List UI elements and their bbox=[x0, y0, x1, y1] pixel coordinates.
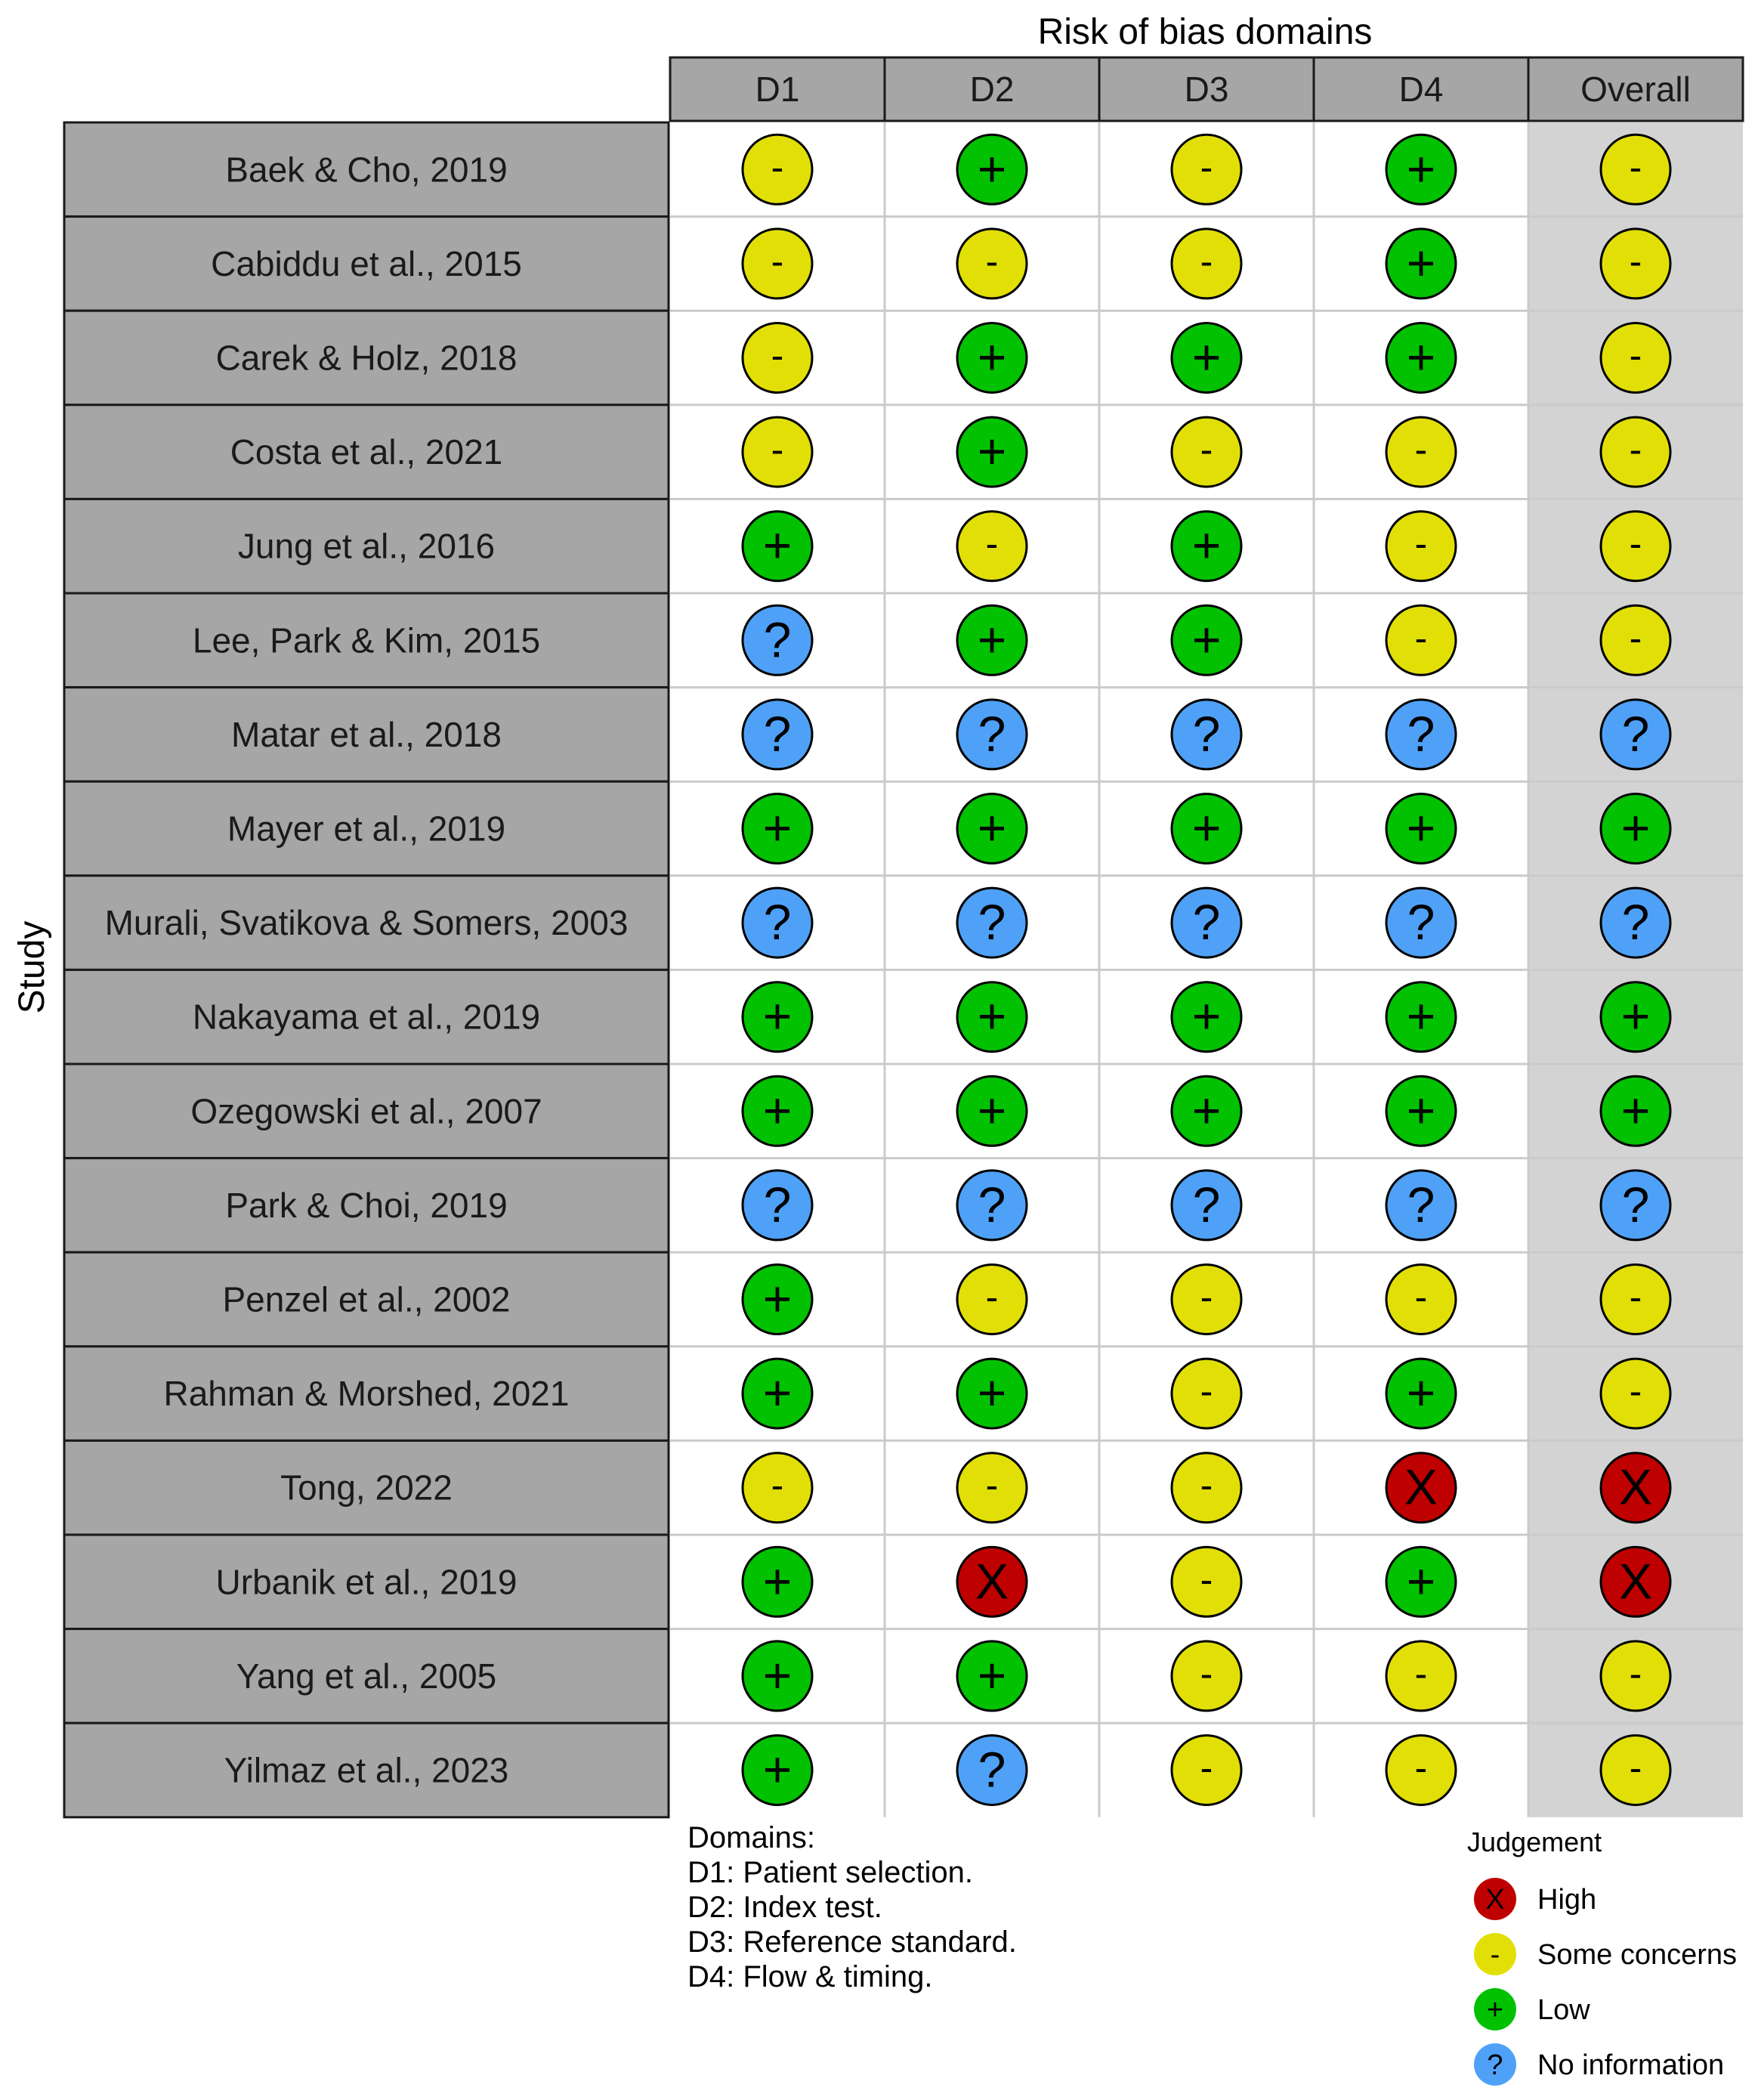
judgement-noinfo-mark bbox=[1601, 700, 1670, 769]
judgement-noinfo-mark bbox=[1172, 1171, 1241, 1240]
judgement-symbol: + bbox=[762, 1647, 792, 1703]
judgement-symbol: + bbox=[1191, 799, 1222, 856]
judgement-symbol: - bbox=[771, 240, 784, 283]
study-label: Mayer et al., 2019 bbox=[227, 809, 506, 849]
judgement-symbol: + bbox=[1406, 1553, 1436, 1610]
judgement-symbol: ? bbox=[1621, 894, 1650, 951]
judgement-some-mark bbox=[1601, 229, 1670, 298]
judgement-symbol: ? bbox=[1192, 705, 1221, 762]
judgement-some-mark bbox=[957, 1265, 1027, 1335]
judgement-symbol: - bbox=[771, 146, 784, 189]
judgement-low-mark bbox=[1172, 1076, 1241, 1146]
judgement-low-mark bbox=[957, 1359, 1027, 1428]
judgement-symbol: + bbox=[977, 1082, 1007, 1139]
judgement-symbol: + bbox=[1191, 1082, 1222, 1139]
judgement-symbol: + bbox=[762, 1270, 792, 1327]
judgement-some-mark bbox=[1386, 417, 1456, 487]
judgement-symbol: - bbox=[1629, 240, 1642, 283]
judgement-low-mark bbox=[1172, 605, 1241, 675]
legend-item-some bbox=[1474, 1933, 1737, 1975]
judgement-some-mark bbox=[1386, 605, 1456, 675]
judgement-symbol: + bbox=[1621, 1082, 1651, 1139]
judgement-low-mark bbox=[957, 605, 1027, 675]
judgement-some-mark bbox=[1601, 323, 1670, 393]
judgement-symbol: - bbox=[1629, 146, 1642, 189]
judgement-symbol: - bbox=[1200, 1652, 1213, 1695]
judgement-low-mark bbox=[1172, 323, 1241, 393]
judgement-noinfo-mark bbox=[1386, 700, 1456, 769]
judgement-low-mark bbox=[743, 794, 812, 864]
legend-symbol: - bbox=[1490, 1939, 1500, 1971]
legend-symbol: ? bbox=[1487, 2049, 1503, 2081]
judgement-high-mark bbox=[1601, 1453, 1670, 1523]
judgement-symbol: + bbox=[762, 517, 792, 574]
judgement-low-mark bbox=[1386, 1359, 1456, 1428]
judgement-symbol: - bbox=[771, 334, 784, 377]
judgement-high-mark bbox=[1601, 1547, 1670, 1616]
study-label: Matar et al., 2018 bbox=[231, 714, 502, 754]
study-label: Cabiddu et al., 2015 bbox=[211, 243, 522, 283]
legend-title: Judgement bbox=[1467, 1826, 1602, 1857]
judgement-symbol: - bbox=[771, 428, 784, 472]
judgement-low-mark bbox=[1172, 512, 1241, 581]
column-header-d3: D3 bbox=[1184, 70, 1229, 109]
judgement-symbol: + bbox=[1191, 988, 1222, 1044]
legend-label: No information bbox=[1537, 2049, 1725, 2081]
judgement-low-mark bbox=[743, 1641, 812, 1711]
judgement-some-mark bbox=[1172, 1547, 1241, 1616]
study-label: Rahman & Morshed, 2021 bbox=[163, 1374, 570, 1414]
domain-description: D4: Flow & timing. bbox=[687, 1960, 933, 1993]
study-label: Carek & Holz, 2018 bbox=[215, 338, 518, 378]
judgement-symbol: - bbox=[1629, 617, 1642, 660]
study-label: Jung et al., 2016 bbox=[237, 526, 496, 566]
judgement-symbol: - bbox=[1200, 428, 1213, 472]
judgement-symbol: + bbox=[1191, 611, 1222, 668]
judgement-symbol: + bbox=[1406, 1082, 1436, 1139]
judgement-symbol: + bbox=[977, 988, 1007, 1044]
judgement-some-mark bbox=[1172, 417, 1241, 487]
study-label: Ozegowski et al., 2007 bbox=[190, 1091, 542, 1131]
judgement-symbol: + bbox=[1191, 517, 1222, 574]
judgement-some-mark bbox=[1601, 512, 1670, 581]
judgement-low-mark bbox=[743, 982, 812, 1052]
judgement-noinfo-mark bbox=[957, 1171, 1027, 1240]
judgement-noinfo-mark bbox=[743, 605, 812, 675]
judgement-symbol: + bbox=[1406, 234, 1436, 291]
judgement-some-mark bbox=[957, 229, 1027, 298]
judgement-some-mark bbox=[1172, 1453, 1241, 1523]
judgement-some-mark bbox=[1601, 1736, 1670, 1805]
legend-label: Low bbox=[1537, 1994, 1590, 2026]
judgement-symbol: + bbox=[762, 1365, 792, 1421]
judgement-low-mark bbox=[743, 1359, 812, 1428]
judgement-low-mark bbox=[1172, 794, 1241, 864]
judgement-low-mark bbox=[957, 1076, 1027, 1146]
judgement-symbol: + bbox=[762, 988, 792, 1044]
domain-description: D3: Reference standard. bbox=[687, 1925, 1017, 1959]
judgement-some-mark bbox=[1172, 229, 1241, 298]
legend-symbol: + bbox=[1486, 1994, 1504, 2026]
judgement-symbol: + bbox=[1406, 1365, 1436, 1421]
judgement-symbol: ? bbox=[978, 705, 1006, 762]
judgement-symbol: X bbox=[1618, 1553, 1653, 1610]
judgement-some-mark bbox=[743, 1453, 812, 1523]
judgement-low-mark bbox=[1386, 1076, 1456, 1146]
judgement-symbol: + bbox=[1621, 988, 1651, 1044]
judgement-symbol: + bbox=[762, 1741, 792, 1798]
judgement-symbol: - bbox=[1200, 1370, 1213, 1413]
legend-symbol: X bbox=[1485, 1884, 1505, 1916]
judgement-symbol: - bbox=[1629, 1746, 1642, 1789]
judgement-some-mark bbox=[957, 512, 1027, 581]
judgement-symbol: - bbox=[1414, 1276, 1428, 1319]
judgement-symbol: ? bbox=[763, 611, 792, 668]
legend-label: Some concerns bbox=[1537, 1939, 1738, 1971]
judgement-some-mark bbox=[1172, 135, 1241, 204]
judgement-symbol: - bbox=[985, 240, 999, 283]
judgement-some-mark bbox=[1601, 1359, 1670, 1428]
judgement-low-mark bbox=[957, 135, 1027, 204]
domain-description: D2: Index test. bbox=[687, 1891, 882, 1924]
judgement-noinfo-mark bbox=[1601, 888, 1670, 957]
chart-title: Risk of bias domains bbox=[1037, 12, 1373, 52]
judgement-symbol: - bbox=[1200, 146, 1213, 189]
judgement-symbol: - bbox=[1200, 240, 1213, 283]
judgement-symbol: + bbox=[977, 423, 1007, 480]
judgement-symbol: - bbox=[1200, 1558, 1213, 1601]
judgement-symbol: - bbox=[1414, 1746, 1428, 1789]
legend-item-low bbox=[1474, 1988, 1590, 2030]
judgement-low-mark bbox=[743, 1076, 812, 1146]
study-label: Park & Choi, 2019 bbox=[225, 1185, 508, 1225]
judgement-some-mark bbox=[1601, 417, 1670, 487]
column-header-d1: D1 bbox=[755, 70, 800, 109]
judgement-symbol: ? bbox=[1192, 894, 1221, 951]
judgement-low-mark bbox=[957, 982, 1027, 1052]
judgement-low-mark bbox=[1386, 135, 1456, 204]
judgement-symbol: ? bbox=[1192, 1176, 1221, 1232]
judgement-symbol: - bbox=[1629, 1276, 1642, 1319]
judgement-symbol: - bbox=[1200, 1276, 1213, 1319]
judgement-low-mark bbox=[1386, 229, 1456, 298]
judgement-low-mark bbox=[1601, 1076, 1670, 1146]
domain-headers bbox=[670, 57, 1743, 121]
judgement-some-mark bbox=[1601, 135, 1670, 204]
judgement-low-mark bbox=[957, 417, 1027, 487]
study-label: Costa et al., 2021 bbox=[230, 432, 503, 472]
judgement-symbol: X bbox=[1618, 1458, 1653, 1515]
judgement-symbol: ? bbox=[1407, 1176, 1435, 1232]
judgement-symbol: + bbox=[762, 1553, 792, 1610]
judgement-symbol: ? bbox=[978, 1741, 1006, 1798]
judgement-symbol: X bbox=[1404, 1458, 1438, 1515]
judgement-high-mark bbox=[1386, 1453, 1456, 1523]
judgement-noinfo-mark bbox=[1386, 888, 1456, 957]
judgement-some-mark bbox=[743, 135, 812, 204]
judgement-symbol: + bbox=[977, 611, 1007, 668]
judgement-low-mark bbox=[1386, 323, 1456, 393]
judgement-symbol: ? bbox=[1407, 705, 1435, 762]
study-label: Urbanik et al., 2019 bbox=[215, 1562, 518, 1602]
judgement-symbol: - bbox=[1414, 522, 1428, 565]
judgement-noinfo-mark bbox=[957, 888, 1027, 957]
judgement-legend bbox=[1467, 1826, 1737, 2086]
judgement-symbol: - bbox=[985, 1464, 999, 1507]
study-label: Lee, Park & Kim, 2015 bbox=[192, 620, 541, 660]
judgement-symbol: - bbox=[985, 1276, 999, 1319]
study-label: Yang et al., 2005 bbox=[236, 1656, 497, 1696]
judgement-low-mark bbox=[1386, 794, 1456, 864]
judgement-symbol: + bbox=[977, 799, 1007, 856]
judgement-some-mark bbox=[1601, 1265, 1670, 1335]
judgement-symbol: + bbox=[1191, 329, 1222, 385]
judgement-symbol: + bbox=[1621, 799, 1651, 856]
judgement-grid bbox=[670, 122, 1743, 1817]
judgement-low-mark bbox=[1386, 982, 1456, 1052]
judgement-high-mark bbox=[957, 1547, 1027, 1616]
judgement-some-mark bbox=[1601, 1641, 1670, 1711]
study-label: Murali, Svatikova & Somers, 2003 bbox=[104, 903, 629, 943]
legend-item-noinfo bbox=[1474, 2043, 1724, 2086]
judgement-symbol: ? bbox=[1621, 1176, 1650, 1232]
judgement-symbol: - bbox=[1629, 428, 1642, 472]
study-label: Baek & Cho, 2019 bbox=[225, 150, 508, 190]
judgement-low-mark bbox=[743, 1547, 812, 1616]
judgement-symbol: + bbox=[1406, 988, 1436, 1044]
judgement-noinfo-mark bbox=[1386, 1171, 1456, 1240]
judgement-symbol: ? bbox=[763, 705, 792, 762]
judgement-symbol: ? bbox=[1407, 894, 1435, 951]
judgement-symbol: - bbox=[1629, 522, 1642, 565]
judgement-symbol: - bbox=[1629, 1370, 1642, 1413]
judgement-symbol: + bbox=[1406, 329, 1436, 385]
judgement-noinfo-mark bbox=[743, 888, 812, 957]
judgement-low-mark bbox=[1601, 794, 1670, 864]
judgement-some-mark bbox=[1386, 1736, 1456, 1805]
study-label: Nakayama et al., 2019 bbox=[192, 997, 541, 1037]
judgement-noinfo-mark bbox=[743, 1171, 812, 1240]
judgement-symbol: + bbox=[977, 329, 1007, 385]
judgement-symbol: - bbox=[1629, 334, 1642, 377]
judgement-low-mark bbox=[957, 794, 1027, 864]
judgement-symbol: + bbox=[762, 1082, 792, 1139]
judgement-low-mark bbox=[743, 1265, 812, 1335]
judgement-some-mark bbox=[1386, 1641, 1456, 1711]
judgement-some-mark bbox=[1386, 512, 1456, 581]
judgement-noinfo-mark bbox=[1172, 700, 1241, 769]
judgement-symbol: - bbox=[1200, 1746, 1213, 1789]
column-header-overall: Overall bbox=[1580, 70, 1691, 109]
judgement-symbol: - bbox=[771, 1464, 784, 1507]
judgement-symbol: - bbox=[1200, 1464, 1213, 1507]
judgement-symbol: + bbox=[977, 141, 1007, 197]
judgement-symbol: X bbox=[975, 1553, 1009, 1610]
judgement-symbol: + bbox=[762, 799, 792, 856]
judgement-low-mark bbox=[1386, 1547, 1456, 1616]
judgement-symbol: + bbox=[977, 1365, 1007, 1421]
domain-description: D1: Patient selection. bbox=[687, 1856, 973, 1889]
judgement-symbol: - bbox=[985, 522, 999, 565]
judgement-some-mark bbox=[743, 323, 812, 393]
judgement-symbol: ? bbox=[763, 1176, 792, 1232]
judgement-symbol: ? bbox=[978, 1176, 1006, 1232]
judgement-low-mark bbox=[957, 323, 1027, 393]
judgement-symbol: - bbox=[1629, 1652, 1642, 1695]
judgement-noinfo-mark bbox=[957, 1736, 1027, 1805]
judgement-some-mark bbox=[1172, 1641, 1241, 1711]
judgement-low-mark bbox=[1601, 982, 1670, 1052]
judgement-some-mark bbox=[957, 1453, 1027, 1523]
y-axis-label: Study bbox=[12, 920, 52, 1014]
column-header-d2: D2 bbox=[969, 70, 1015, 109]
judgement-some-mark bbox=[1172, 1736, 1241, 1805]
domains-heading: Domains: bbox=[687, 1821, 815, 1854]
judgement-symbol: - bbox=[1414, 428, 1428, 472]
judgement-symbol: ? bbox=[1621, 705, 1650, 762]
judgement-low-mark bbox=[743, 1736, 812, 1805]
judgement-symbol: ? bbox=[763, 894, 792, 951]
judgement-noinfo-mark bbox=[1172, 888, 1241, 957]
legend-item-high bbox=[1474, 1878, 1596, 1920]
judgement-some-mark bbox=[743, 417, 812, 487]
judgement-symbol: - bbox=[1414, 617, 1428, 660]
judgement-symbol: ? bbox=[978, 894, 1006, 951]
judgement-some-mark bbox=[1601, 605, 1670, 675]
judgement-symbol: + bbox=[1406, 799, 1436, 856]
legend-label: High bbox=[1537, 1884, 1597, 1916]
study-label: Yilmaz et al., 2023 bbox=[224, 1750, 509, 1790]
judgement-low-mark bbox=[743, 512, 812, 581]
study-label: Penzel et al., 2002 bbox=[222, 1279, 511, 1319]
judgement-low-mark bbox=[1172, 982, 1241, 1052]
judgement-some-mark bbox=[1386, 1265, 1456, 1335]
study-labels bbox=[64, 122, 669, 1817]
judgement-some-mark bbox=[1172, 1265, 1241, 1335]
column-header-d4: D4 bbox=[1398, 70, 1444, 109]
judgement-noinfo-mark bbox=[743, 700, 812, 769]
judgement-some-mark bbox=[1172, 1359, 1241, 1428]
judgement-noinfo-mark bbox=[1601, 1171, 1670, 1240]
judgement-some-mark bbox=[743, 229, 812, 298]
domain-key bbox=[687, 1821, 1017, 1993]
judgement-symbol: + bbox=[1406, 141, 1436, 197]
judgement-symbol: + bbox=[977, 1647, 1007, 1703]
judgement-noinfo-mark bbox=[957, 700, 1027, 769]
judgement-symbol: - bbox=[1414, 1652, 1428, 1695]
study-label: Tong, 2022 bbox=[280, 1468, 453, 1508]
judgement-low-mark bbox=[957, 1641, 1027, 1711]
